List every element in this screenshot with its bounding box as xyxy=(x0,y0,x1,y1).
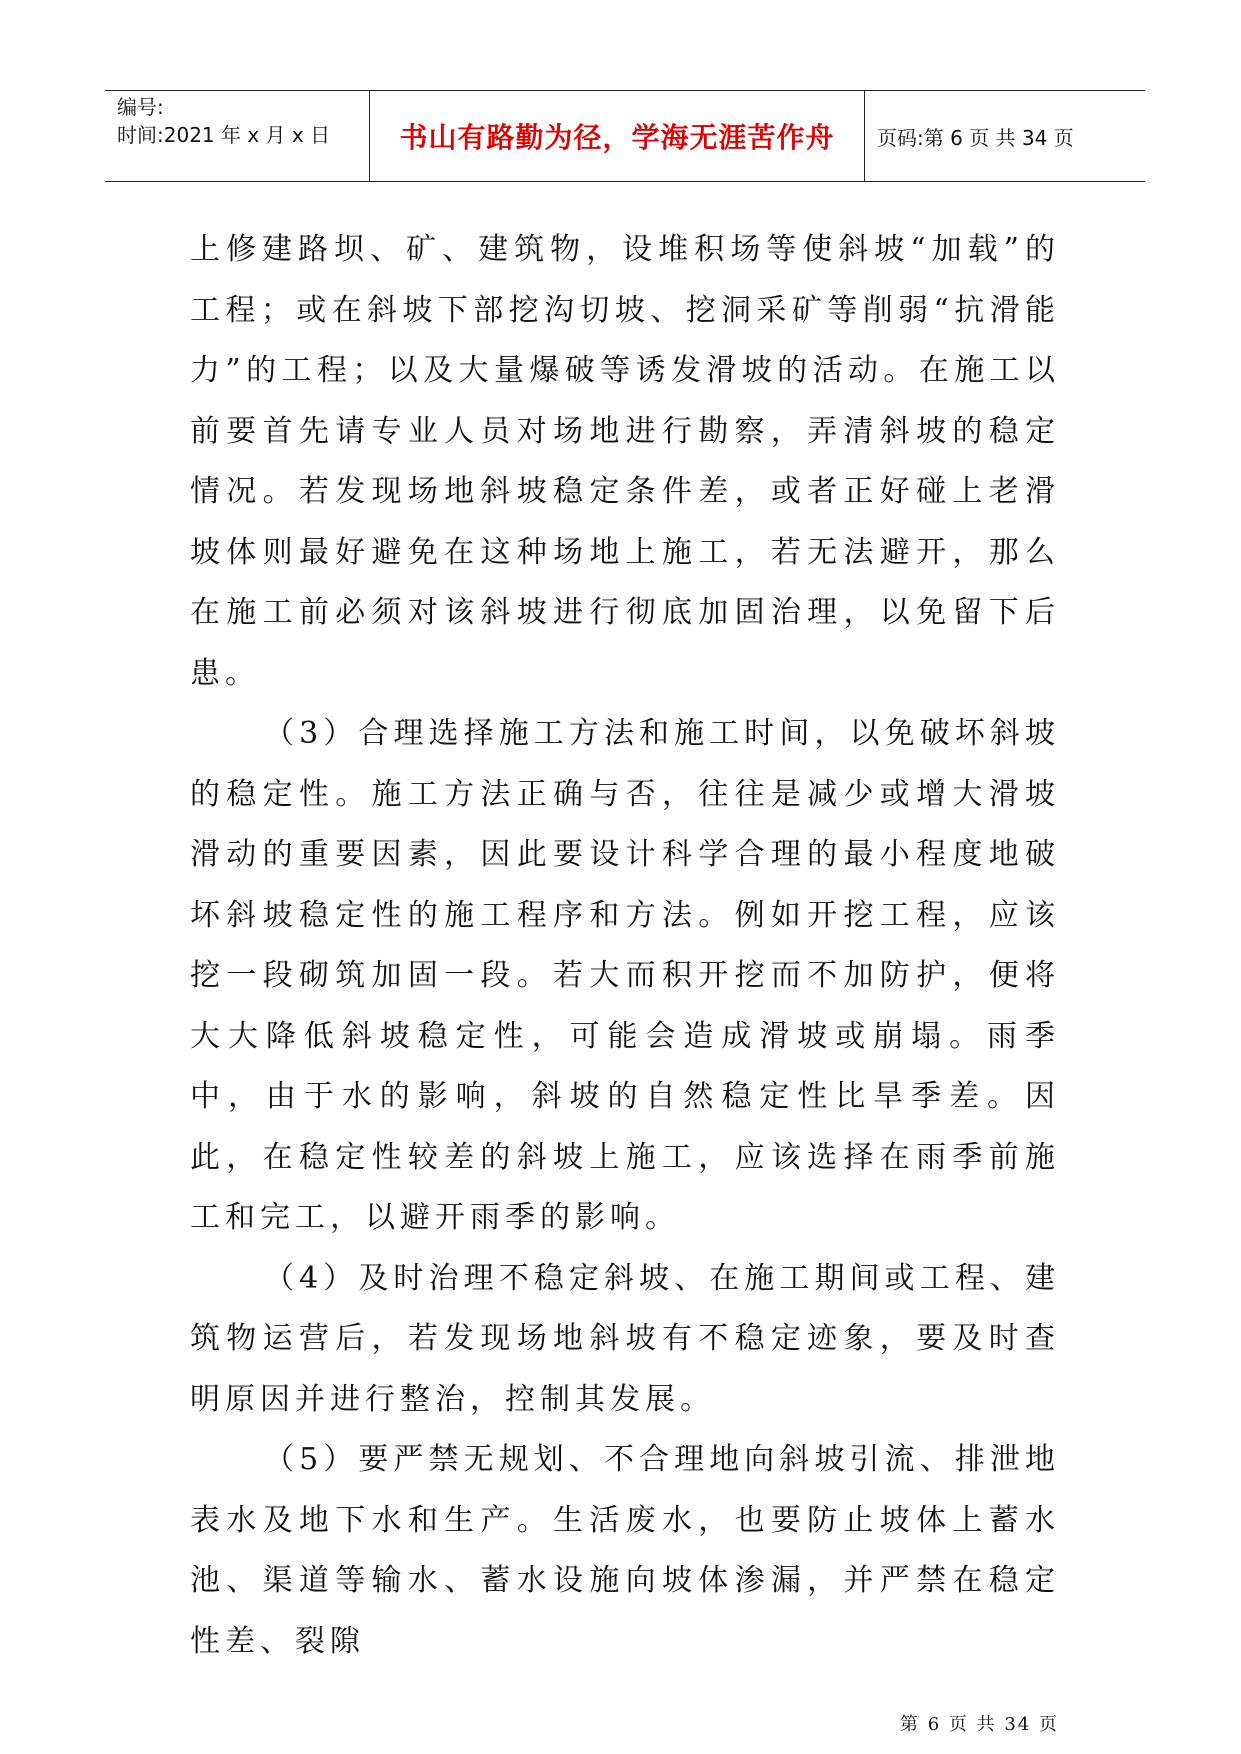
header-motto-cell xyxy=(370,91,865,181)
header-page-value: 第 6 页 共 34 页 xyxy=(923,125,1074,150)
header-motto: 书山有路勤为径，学海无涯苦作舟 xyxy=(399,121,835,154)
footer-page-number: 第 6 页 共 34 页 xyxy=(900,1714,1059,1735)
document-number-label: 编号: xyxy=(117,95,164,119)
page-footer xyxy=(900,1710,1059,1736)
body-paragraph-1: 上修建路坝、矿、建筑物，设堆积场等使斜坡“加载”的工程；或在斜坡下部挖沟切坡、挖洞采矿等削弱“抗滑能力”的工程；以及大量爆破等诱发滑坡的活动。在施工以前要首先请专业人员对场地进行勘察，弄清斜坡的稳定情况。若发现场地斜坡稳定条件差，或者正好碰上老滑坡体则最好避免在这种场地上施工，若无法避开，那么在施工前必须对该斜坡进行彻底加固治理，以免留下后患。 xyxy=(190,232,1060,691)
header-page-cell xyxy=(865,91,1145,181)
body-paragraph-3: （4）及时治理不稳定斜坡、在施工期间或工程、建筑物运营后，若发现场地斜坡有不稳定迹象，要及时查明原因并进行整治，控制其发展。 xyxy=(190,1260,1060,1417)
document-body xyxy=(190,220,1060,1672)
header-meta-cell xyxy=(105,91,370,181)
document-number-row xyxy=(117,93,369,121)
header-page-label: 页码: xyxy=(877,125,924,150)
body-paragraph-2: （3）合理选择施工方法和施工时间，以免破坏斜坡的稳定性。施工方法正确与否，往往是减少或增大滑坡滑动的重要因素，因此要设计科学合理的最小程度地破坏斜坡稳定性的施工程序和方法。例如开挖工程，应该挖一段砌筑加固一段。若大而积开挖而不加防护，便将大大降低斜坡稳定性，可能会造成滑坡或崩塌。雨季中，由于水的影响，斜坡的自然稳定性比旱季差。因此，在稳定性较差的斜坡上施工，应该选择在雨季前施工和完工，以避开雨季的影响。 xyxy=(190,716,1060,1235)
document-time-value: 2021 年 x 月 x 日 xyxy=(163,123,331,147)
page-header xyxy=(105,90,1145,182)
document-time-row xyxy=(117,121,369,149)
document-time-label: 时间: xyxy=(117,123,164,147)
body-paragraph-4: （5）要严禁无规划、不合理地向斜坡引流、排泄地表水及地下水和生产。生活废水，也要防止坡体上蓄水池、渠道等输水、蓄水设施向坡体渗漏，并严禁在稳定性差、裂隙 xyxy=(190,1442,1060,1659)
